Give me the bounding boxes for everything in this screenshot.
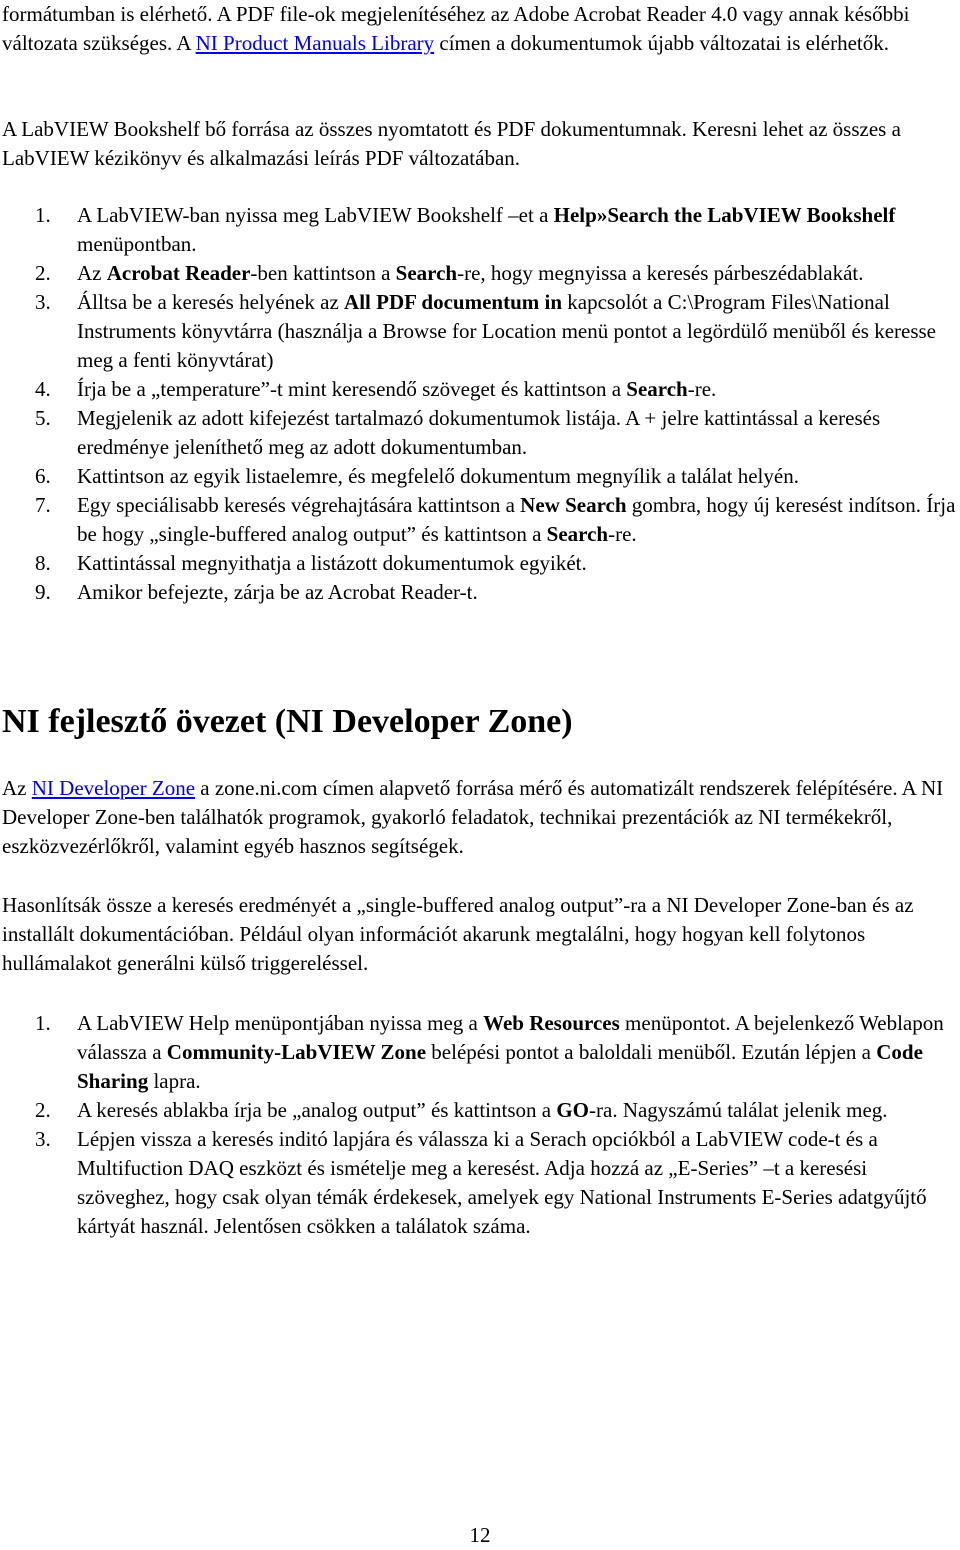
section-heading: NI fejlesztő övezet (NI Developer Zone) — [2, 703, 573, 740]
page-number: 12 — [469, 1523, 491, 1547]
list-item: 4. Írja be a „temperature”-t mint keresendő szöveget és kattintson a Search-re. — [35, 377, 717, 401]
compare-paragraph: Hasonlítsák össze a keresés eredményét a „single-buffered analog output”-ra a NI Developer Zone-ban és az installált dokumentációban. Például olyan információt akarunk megtalálni, hogy hogyan kell folytonos hullámalakot generálni külső triggereléssel. — [2, 893, 914, 975]
list-item: 8. Kattintással megnyithatja a listázott dokumentumok egyikét. — [35, 551, 587, 575]
list-item: 2. A keresés ablakba írja be „analog output” és kattintson a GO-ra. Nagyszámú találat jelenik meg. — [35, 1098, 888, 1122]
ni-developer-zone-link[interactable]: NI Developer Zone — [31, 776, 196, 800]
devzone-paragraph: Az NI Developer Zone a zone.ni.com címen alapvető forrása mérő és automatizált rendszerek felépítésére. A NI Developer Zone-ben találhatók programok, gyakorló feladatok, technikai prezentációk az NI termékekről, eszközvezérlőkről, valamint egyéb hasznos segítségek. — [2, 776, 944, 858]
list-item: 7. Egy speciálisabb keresés végrehajtására kattintson a New Search gombra, hogy új keresést indítson. Írja be hogy „single-buffered analog output” és kattintson a Search-re. — [35, 493, 956, 546]
list-item: 2. Az Acrobat Reader-ben kattintson a Search-re, hogy megnyissa a keresés párbeszédablakát. — [35, 261, 864, 285]
intro-text-end: címen a dokumentumok újabb változatai is elérhetők. — [434, 31, 890, 55]
list-item: 6. Kattintson az egyik listaelemre, és megfelelő dokumentum megnyílik a találat helyén. — [35, 464, 799, 488]
list-item: 3. Lépjen vissza a keresés inditó lapjára és válassza ki a Serach opciókból a LabVIEW code-t és a Multifuction DAQ eszközt és ismételje meg a keresést. Adja hozzá az „E-Series” –t a keresési szöveghez, hogy csak olyan témák érdekesek, amelyek egy National Instruments E-Series adatgyűjtő kártyát használ. Jelentősen csökken a találatok száma. — [35, 1127, 927, 1238]
list-item: 9. Amikor befejezte, zárja be az Acrobat Reader-t. — [35, 580, 478, 604]
list-item: 1. A LabVIEW-ban nyissa meg LabVIEW Bookshelf –et a Help»Search the LabVIEW Bookshelf menüpontban. — [35, 203, 896, 256]
intro-paragraph — [2, 0, 952, 58]
intro-text: formátumban is elérhető. A PDF file-ok megjelenítéséhez az Adobe Acrobat Reader 4.0 vagy annak későbbi változata szükséges. A — [2, 2, 910, 55]
bookshelf-paragraph: A LabVIEW Bookshelf bő forrása az összes nyomtatott és PDF dokumentumnak. Keresni lehet az összes a LabVIEW kézikönyv és alkalmazási leírás PDF változatában. — [2, 117, 901, 170]
list-item: 5. Megjelenik az adott kifejezést tartalmazó dokumentumok listája. A + jelre kattintással a keresés eredménye jeleníthető meg az adott dokumentumban. — [35, 406, 881, 459]
list-item: 1. A LabVIEW Help menüpontjában nyissa meg a Web Resources menüpontot. A bejelenkező Weblapon válassza a Community-LabVIEW Zone belépési pontot a baloldali menüből. Ezután lépjen a Code Sharing lapra. — [35, 1011, 944, 1093]
list-item: 3. Álltsa be a keresés helyének az All PDF documentum in kapcsolót a C:\Program Files\National Instruments könyvtárra (használja a Browse for Location menü pontot a legördülő menüből és keresse meg a fenti könyvtárat) — [35, 290, 937, 372]
devzone-steps-list — [0, 1009, 956, 1241]
bookshelf-steps-list — [0, 201, 956, 607]
ni-product-manuals-library-link[interactable]: NI Product Manuals Library — [195, 31, 435, 55]
